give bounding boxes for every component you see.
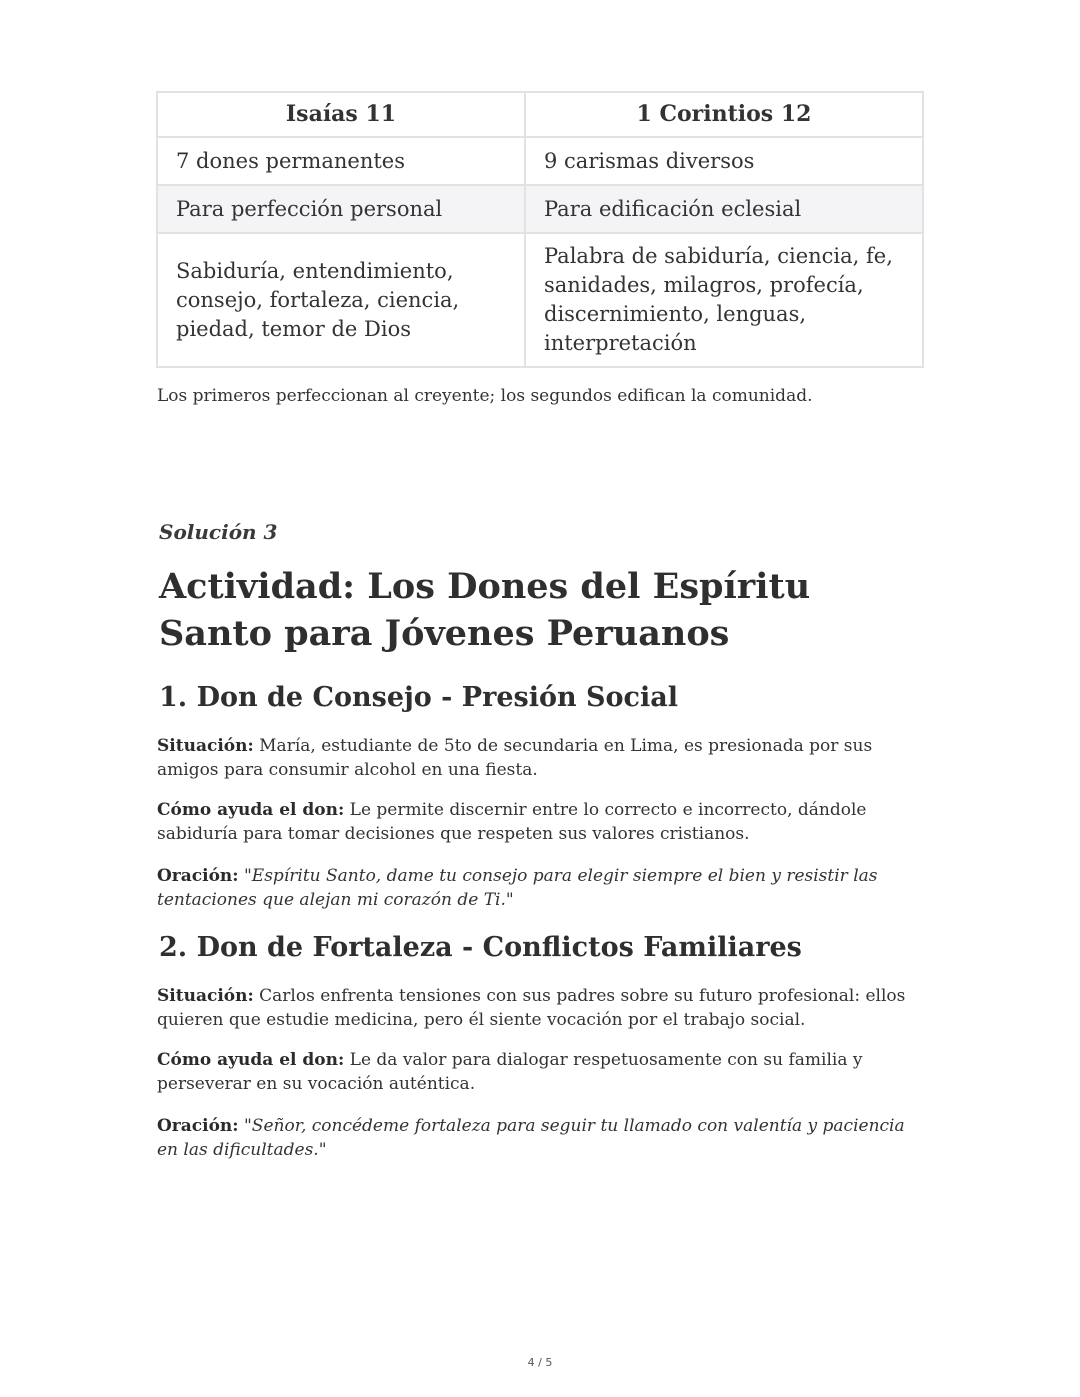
table-cell: 7 dones permanentes bbox=[157, 137, 525, 185]
prayer-label: Oración: bbox=[157, 866, 239, 886]
prayer-paragraph bbox=[157, 1114, 927, 1162]
help-text: Le da valor para dialogar respetuosamente con su familia y perseverar en su vocación auténtica. bbox=[157, 1050, 863, 1094]
prayer-paragraph bbox=[157, 864, 927, 912]
table-cell: Palabra de sabiduría, ciencia, fe, sanidades, milagros, profecía, discernimiento, lenguas, interpretación bbox=[525, 233, 923, 367]
situation-paragraph bbox=[157, 984, 927, 1032]
table-summary: Los primeros perfeccionan al creyente; los segundos edifican la comunidad. bbox=[157, 386, 813, 406]
table-cell: Para edificación eclesial bbox=[525, 185, 923, 233]
table-cell: Sabiduría, entendimiento, consejo, fortaleza, ciencia, piedad, temor de Dios bbox=[157, 233, 525, 367]
section-heading-fortaleza: 2. Don de Fortaleza - Conflictos Familiares bbox=[159, 932, 802, 963]
section-heading-consejo: 1. Don de Consejo - Presión Social bbox=[159, 682, 678, 713]
table-cell: Para perfección personal bbox=[157, 185, 525, 233]
prayer-label: Oración: bbox=[157, 1116, 239, 1136]
table-header-row bbox=[157, 92, 923, 137]
prayer-text: "Espíritu Santo, dame tu consejo para elegir siempre el bien y resistir las tentaciones que alejan mi corazón de Ti." bbox=[157, 866, 878, 910]
prayer-text: "Señor, concédeme fortaleza para seguir tu llamado con valentía y paciencia en las dificultades." bbox=[157, 1116, 905, 1160]
help-label: Cómo ayuda el don: bbox=[157, 800, 345, 820]
situation-label: Situación: bbox=[157, 986, 254, 1006]
situation-text: María, estudiante de 5to de secundaria en Lima, es presionada por sus amigos para consumir alcohol en una fiesta. bbox=[157, 736, 873, 780]
help-paragraph bbox=[157, 1048, 927, 1096]
table-row bbox=[157, 233, 923, 367]
situation-paragraph bbox=[157, 734, 927, 782]
table-row bbox=[157, 185, 923, 233]
page-number: 4 / 5 bbox=[527, 1356, 553, 1369]
help-paragraph bbox=[157, 798, 927, 846]
solution-kicker: Solución 3 bbox=[159, 520, 278, 544]
table-header-isaias: Isaías 11 bbox=[157, 92, 525, 137]
table-cell: 9 carismas diversos bbox=[525, 137, 923, 185]
situation-label: Situación: bbox=[157, 736, 254, 756]
comparison-table bbox=[156, 91, 924, 368]
help-label: Cómo ayuda el don: bbox=[157, 1050, 345, 1070]
table-row bbox=[157, 137, 923, 185]
table-header-corintios: 1 Corintios 12 bbox=[525, 92, 923, 137]
page-title: Actividad: Los Dones del Espíritu Santo para Jóvenes Peruanos bbox=[159, 566, 811, 654]
situation-text: Carlos enfrenta tensiones con sus padres sobre su futuro profesional: ellos quieren que estudie medicina, pero él siente vocación por el trabajo social. bbox=[157, 986, 906, 1030]
help-text: Le permite discernir entre lo correcto e incorrecto, dándole sabiduría para tomar decisiones que respeten sus valores cristianos. bbox=[157, 800, 867, 844]
